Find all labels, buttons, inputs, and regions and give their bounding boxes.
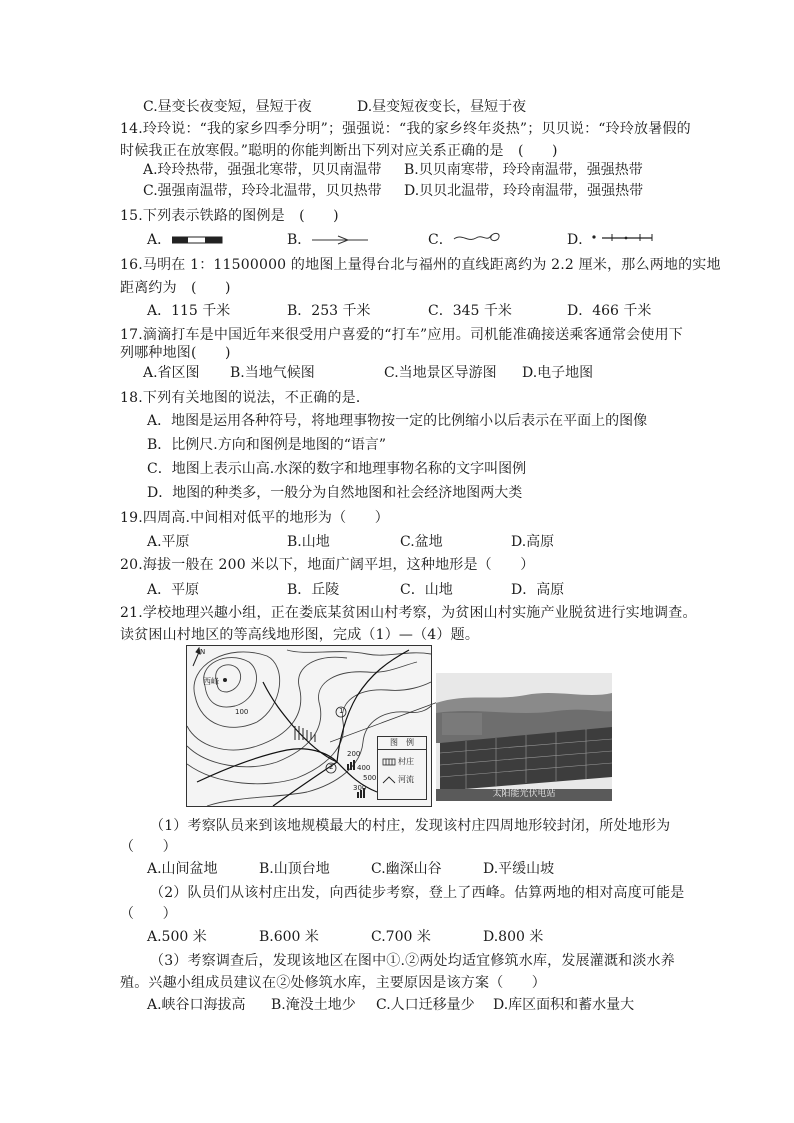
railway-symbol-icon bbox=[172, 236, 224, 244]
site-marker-1: 1 bbox=[339, 707, 344, 715]
q18-option-d: D．地图的种类多，一般分为自然地图和社会经济地图两大类 bbox=[147, 485, 523, 501]
q17-option-d: D.电子地图 bbox=[522, 365, 594, 381]
q16-option-d: D．466 千米 bbox=[567, 303, 652, 319]
solar-station-photo bbox=[436, 673, 612, 801]
contour-label-400: 400 bbox=[357, 764, 371, 772]
q15-option-c: C． bbox=[428, 232, 453, 248]
q21-sub3-option-d: D.库区面积和蓄水量大 bbox=[493, 997, 635, 1013]
contour-label-100: 100 bbox=[235, 708, 249, 716]
q16-option-b: B．253 千米 bbox=[287, 303, 371, 319]
q14-option-b: B.贝贝南寒带，玲玲南温带，强强热带 bbox=[404, 162, 643, 178]
q17-option-a: A.省区图 bbox=[143, 365, 200, 381]
q21-sub2-option-d: D.800 米 bbox=[483, 929, 544, 945]
village-legend-icon bbox=[382, 757, 396, 767]
q15-stem: 15.下列表示铁路的图例是 ( ) bbox=[120, 208, 339, 224]
q13-option-d: D.昼变短夜变长，昼短于夜 bbox=[357, 99, 527, 115]
q21-sub1-stem-line2: （ ） bbox=[120, 839, 177, 855]
north-arrow-label: N bbox=[200, 648, 206, 656]
q16-option-c: C．345 千米 bbox=[428, 303, 512, 319]
q21-sub1-option-c: C.幽深山谷 bbox=[371, 861, 442, 877]
q21-stem-line1: 21.学校地理兴趣小组，正在娄底某贫困山村考察，为贫困山村实施产业脱贫进行实地调查。 bbox=[120, 605, 697, 621]
q15-option-d: D． bbox=[567, 232, 593, 248]
site-marker-2: 2 bbox=[329, 763, 334, 771]
solar-panels-image bbox=[436, 673, 612, 801]
river-legend-icon bbox=[382, 775, 396, 785]
q17-option-c: C.当地景区导游图 bbox=[384, 365, 497, 381]
contour-label-200: 200 bbox=[347, 750, 361, 758]
q20-option-a: A．平原 bbox=[147, 582, 200, 598]
q17-stem-line1: 17.滴滴打车是中国近年来很受用户喜爱的“打车”应用。司机能准确接送乘客通常会使用下 bbox=[120, 327, 683, 343]
q21-sub1-option-b: B.山顶台地 bbox=[259, 861, 330, 877]
q21-sub2-stem-line2: （ ） bbox=[120, 906, 177, 922]
q21-sub3-stem-line1: （3）考察调查后，发现该地区在图中①.②两处均适宜修筑水库，发展灌溉和淡水养 bbox=[150, 953, 675, 969]
q13-option-c: C.昼变长夜变短，昼短于夜 bbox=[143, 99, 312, 115]
q21-sub1-stem-line1: （1）考察队员来到该地规模最大的村庄，发现该村庄四周地形较封闭，所处地形为 bbox=[150, 818, 671, 834]
q21-sub3-option-c: C.人口迁移量少 bbox=[376, 997, 475, 1013]
q20-option-c: C．山地 bbox=[400, 582, 453, 598]
q15-option-a: A． bbox=[147, 232, 172, 248]
q19-option-c: C.盆地 bbox=[400, 534, 443, 550]
q14-stem-line2: 时候我正在放寒假。”聪明的你能判断出下列对应关系正确的是 ( ) bbox=[120, 143, 558, 159]
q21-sub1-option-a: A.山间盆地 bbox=[147, 861, 218, 877]
q20-stem: 20.海拔一般在 200 米以下，地面广阔平坦，这种地形是（ ） bbox=[120, 557, 535, 573]
boundary-symbol-icon bbox=[590, 233, 654, 243]
q21-stem-line2: 读贫困山村地区的等高线地形图，完成（1）—（4）题。 bbox=[120, 627, 480, 643]
q21-sub3-stem-line2: 殖。兴趣小组成员建议在②处修筑水库，主要原因是该方案（ ） bbox=[120, 975, 546, 991]
q20-option-b: B．丘陵 bbox=[287, 582, 340, 598]
q14-stem-line1: 14.玲玲说：“我的家乡四季分明”；强强说：“我的家乡终年炎热”；贝贝说：“玲玲放暑假的 bbox=[120, 121, 691, 137]
map-photo-connector bbox=[330, 700, 440, 750]
q21-sub2-option-a: A.500 米 bbox=[147, 929, 207, 945]
q14-option-c: C.强强南温带，玲玲北温带，贝贝热带 bbox=[143, 183, 382, 199]
q19-option-d: D.高原 bbox=[511, 534, 555, 550]
q18-option-a: A．地图是运用各种符号，将地理事物按一定的比例缩小以后表示在平面上的图像 bbox=[147, 413, 648, 429]
q21-sub1-option-d: D.平缓山坡 bbox=[483, 861, 555, 877]
river-symbol-icon bbox=[452, 229, 504, 245]
legend-village-label: 村庄 bbox=[398, 757, 414, 766]
legend-river-label: 河流 bbox=[398, 775, 414, 784]
q18-option-c: C．地图上表示山高.水深的数字和地理事物名称的文字叫图例 bbox=[147, 461, 527, 477]
q19-option-b: B.山地 bbox=[287, 534, 330, 550]
q19-option-a: A.平原 bbox=[147, 534, 190, 550]
q21-sub2-stem-line1: （2）队员们从该村庄出发，向西徒步考察，登上了西峰。估算两地的相对高度可能是 bbox=[150, 885, 685, 901]
q19-stem: 19.四周高.中间相对低平的地形为（ ） bbox=[120, 510, 389, 526]
contour-label-300: 300 bbox=[353, 784, 367, 792]
q14-option-d: D.贝贝北温带，玲玲南温带，强强热带 bbox=[404, 183, 644, 199]
photo-caption: 太阳能光伏电站 bbox=[492, 789, 556, 799]
contour-label-500: 500 bbox=[363, 774, 377, 782]
q17-option-b: B.当地气候图 bbox=[230, 365, 315, 381]
q16-stem-line2: 距离约为 ( ) bbox=[120, 280, 231, 296]
q14-option-a: A.玲玲热带，强强北寒带，贝贝南温带 bbox=[143, 162, 382, 178]
q21-sub3-option-a: A.峡谷口海拔高 bbox=[147, 997, 246, 1013]
q20-option-d: D．高原 bbox=[511, 582, 565, 598]
q18-stem: 18.下列有关地图的说法，不正确的是． bbox=[120, 390, 371, 406]
west-peak-label: 西峰 bbox=[203, 677, 219, 686]
q21-sub2-option-b: B.600 米 bbox=[259, 929, 319, 945]
q16-option-a: A．115 千米 bbox=[147, 303, 231, 319]
q21-sub2-option-c: C.700 米 bbox=[371, 929, 431, 945]
q17-stem-line2: 列哪种地图( ) bbox=[120, 345, 231, 361]
legend-title: 图 例 bbox=[378, 737, 426, 750]
arrow-road-symbol-icon bbox=[310, 234, 370, 246]
q21-sub3-option-b: B.淹没土地少 bbox=[271, 997, 356, 1013]
q16-stem-line1: 16.马明在 1：11500000 的地图上量得台北与福州的直线距离约为 2.2 厘米，那么两地的实地 bbox=[120, 257, 721, 273]
q15-option-b: B． bbox=[287, 232, 312, 248]
q18-option-b: B．比例尺.方向和图例是地图的“语言” bbox=[147, 437, 387, 453]
